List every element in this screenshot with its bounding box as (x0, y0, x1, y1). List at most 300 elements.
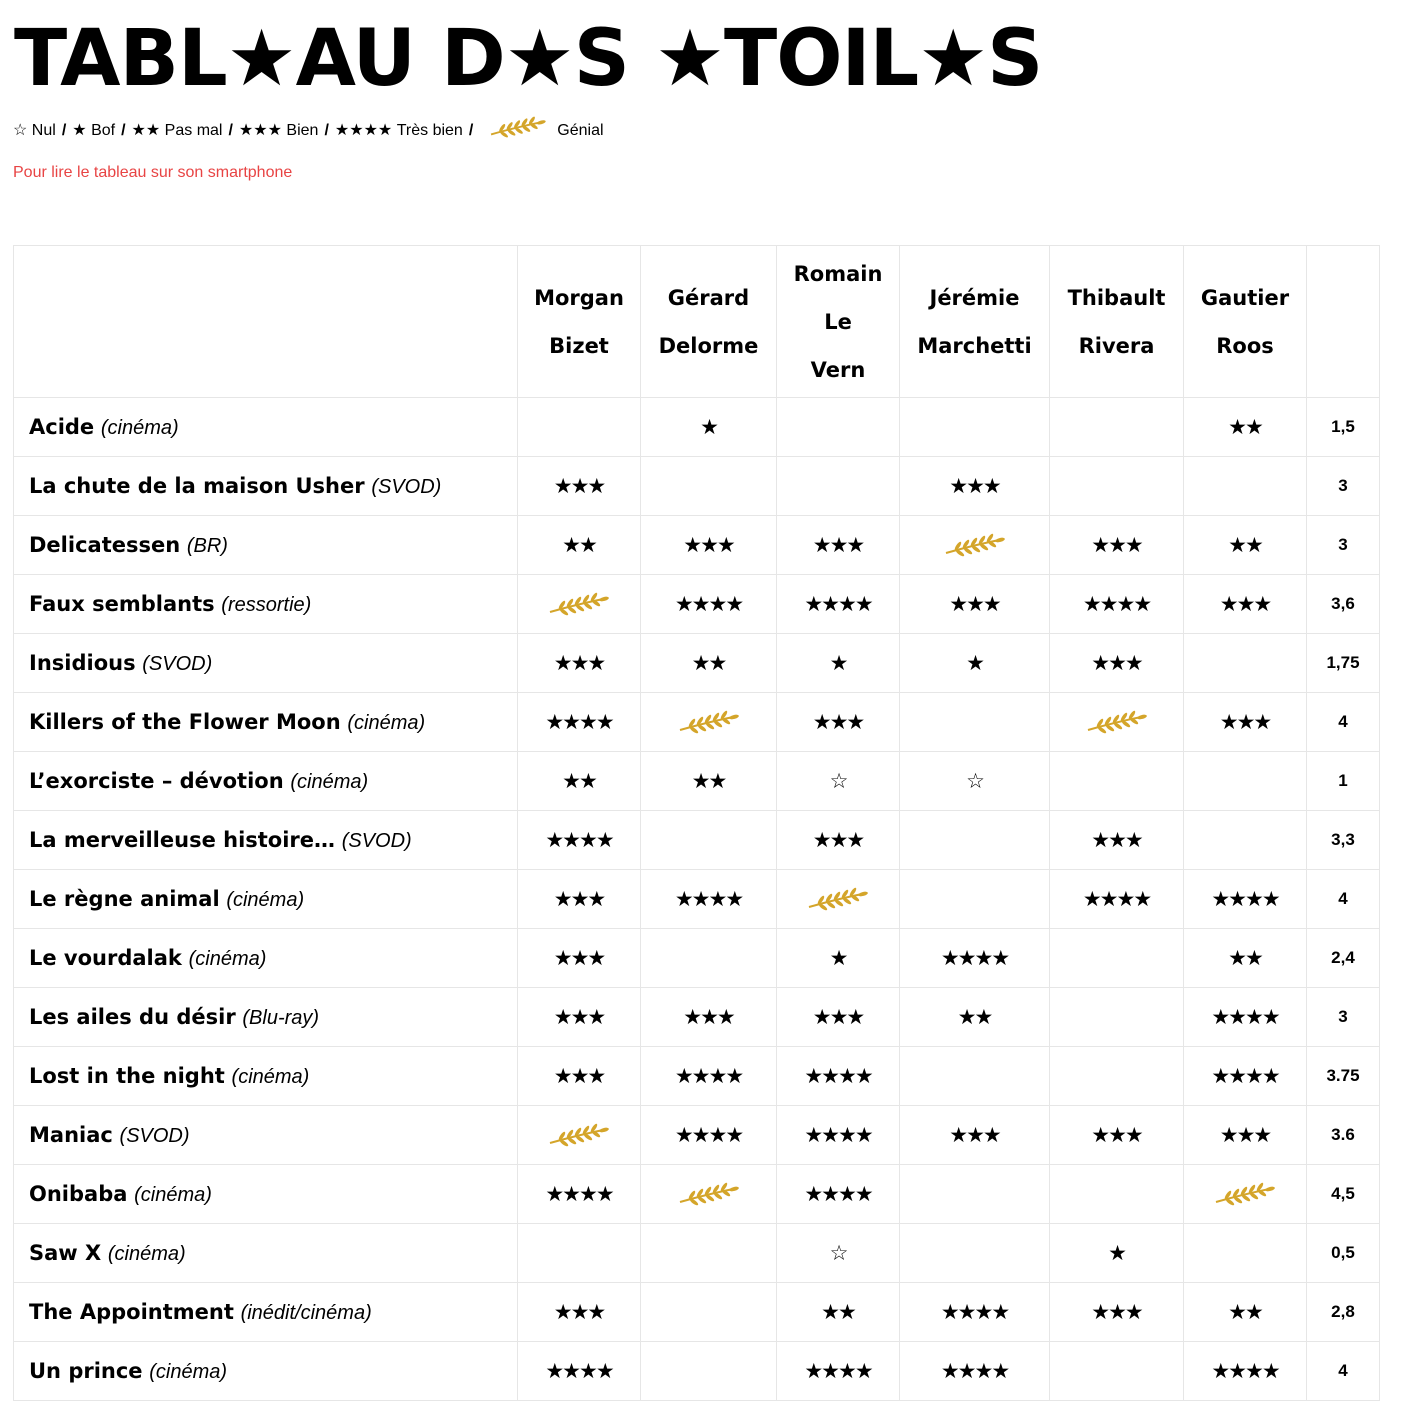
movie-format: (cinéma) (188, 947, 267, 970)
movie-title: Insidious (29, 650, 136, 675)
star-rating: ★★★ (1219, 592, 1271, 616)
table-row (14, 1342, 1380, 1401)
rating-cell (1184, 929, 1307, 988)
table-row (14, 457, 1380, 516)
rating-cell (518, 516, 641, 575)
rating-cell (518, 1224, 641, 1283)
golden-palm-icon (487, 114, 549, 148)
rating-cell (777, 988, 900, 1047)
rating-cell (1184, 693, 1307, 752)
movie-title-cell (14, 1283, 518, 1342)
rating-cell (900, 1342, 1050, 1401)
movie-title: La merveilleuse histoire… (29, 827, 336, 852)
rating-cell (1184, 634, 1307, 693)
movie-title-cell (14, 1106, 518, 1165)
star-rating: ★★ (1228, 946, 1262, 970)
critic-header (900, 246, 1050, 398)
movie-format: (cinéma) (107, 1242, 186, 1265)
table-row (14, 516, 1380, 575)
star-rating: ★★★★ (804, 592, 872, 616)
star-rating: ★★★★ (804, 1182, 872, 1206)
legend-bof-symbol: ★ (72, 122, 87, 139)
average-score: 1,75 (1307, 634, 1380, 693)
average-score: 1,5 (1307, 398, 1380, 457)
star-rating: ★ (829, 651, 847, 675)
legend-bof-label: Bof (91, 122, 116, 139)
movie-format: (inédit/cinéma) (240, 1301, 372, 1324)
movie-title: Faux semblants (29, 591, 215, 616)
legend-nul-symbol: ☆ (13, 122, 28, 139)
rating-cell (1184, 1342, 1307, 1401)
rating-cell (641, 929, 777, 988)
rating-cell (518, 929, 641, 988)
star-rating: ★★★ (553, 887, 605, 911)
critic-first-name: Romain (793, 261, 883, 286)
legend-nul-label: Nul (31, 122, 56, 139)
average-score: 0,5 (1307, 1224, 1380, 1283)
movie-title: Le règne animal (29, 886, 220, 911)
movie-format: (Blu-ray) (242, 1006, 320, 1029)
movie-title: Acide (29, 414, 95, 439)
critic-header (1050, 246, 1184, 398)
table-row (14, 398, 1380, 457)
star-rating: ★★★★ (804, 1123, 872, 1147)
page-title: TABL★AU D★S ★TOIL★S (14, 14, 1043, 104)
rating-cell (641, 1165, 777, 1224)
movie-title: The Appointment (29, 1299, 234, 1324)
golden-palm-icon (678, 709, 740, 733)
star-rating: ★★★ (1091, 1123, 1142, 1147)
rating-cell (1184, 1224, 1307, 1283)
star-rating: ★★★ (1091, 1300, 1142, 1324)
rating-cell (777, 870, 900, 929)
table-row (14, 693, 1380, 752)
star-rating: ★★★★ (940, 1300, 1009, 1324)
star-rating: ★★★ (553, 946, 605, 970)
rating-cell (518, 1165, 641, 1224)
rating-cell (777, 1342, 900, 1401)
movie-title: Le vourdalak (29, 945, 182, 970)
golden-palm-icon (548, 591, 610, 615)
star-rating: ★★★★ (674, 1123, 743, 1147)
movie-title: Delicatessen (29, 532, 181, 557)
rating-cell (518, 1283, 641, 1342)
critic-last-name: Delorme (658, 333, 759, 358)
legend-bien-symbol: ★★★ (238, 122, 282, 139)
table-row (14, 634, 1380, 693)
rating-cell (900, 398, 1050, 457)
header-empty-cell (14, 246, 518, 398)
golden-palm-icon (807, 886, 869, 910)
movie-format: (SVOD) (371, 475, 442, 498)
star-rating: ★★★★ (545, 1359, 613, 1383)
movie-title-cell (14, 1224, 518, 1283)
average-score: 3 (1307, 457, 1380, 516)
rating-cell (518, 988, 641, 1047)
star-rating: ★ (966, 651, 983, 675)
star-rating: ★★★ (553, 474, 605, 498)
rating-cell (1184, 1283, 1307, 1342)
golden-palm-icon (548, 1122, 610, 1146)
rating-cell (518, 1106, 641, 1165)
rating-cell (1184, 811, 1307, 870)
star-rating: ★ (829, 946, 847, 970)
rating-cell (777, 575, 900, 634)
rating-cell (777, 1224, 900, 1283)
legend-genial-label: Génial (557, 122, 604, 139)
rating-cell (641, 398, 777, 457)
rating-legend (13, 114, 604, 148)
rating-cell (777, 634, 900, 693)
rating-cell (518, 811, 641, 870)
critic-last-name: Rivera (1078, 333, 1155, 358)
table-row (14, 929, 1380, 988)
rating-cell (1184, 752, 1307, 811)
legend-bien-label: Bien (286, 122, 319, 139)
rating-cell (1184, 516, 1307, 575)
star-rating: ★★★ (812, 710, 864, 734)
star-rating: ★★★ (949, 1123, 1000, 1147)
rating-cell (777, 1165, 900, 1224)
rating-cell (1050, 693, 1184, 752)
rating-cell (1050, 1047, 1184, 1106)
rating-cell (900, 634, 1050, 693)
rating-cell (641, 1283, 777, 1342)
movie-title: Killers of the Flower Moon (29, 709, 341, 734)
average-score: 2,4 (1307, 929, 1380, 988)
rating-cell (1184, 870, 1307, 929)
critic-first-name: Thibault (1067, 285, 1166, 310)
golden-palm-icon (944, 532, 1006, 556)
table-row (14, 1165, 1380, 1224)
average-score: 1 (1307, 752, 1380, 811)
star-rating: ★★★★ (1211, 1359, 1279, 1383)
movie-title: Lost in the night (29, 1063, 225, 1088)
rating-cell (518, 1342, 641, 1401)
rating-cell (1050, 516, 1184, 575)
critic-last-name: Roos (1216, 333, 1274, 358)
legend-separator: / (324, 122, 329, 139)
movie-title-cell (14, 1047, 518, 1106)
star-rating: ★★★ (949, 592, 1000, 616)
smartphone-link[interactable]: Pour lire le tableau sur son smartphone (13, 164, 293, 181)
rating-cell (641, 1342, 777, 1401)
critic-middle-name: Le (824, 309, 852, 334)
rating-cell (518, 752, 641, 811)
header-average-cell (1307, 246, 1380, 398)
star-rating: ★★★★ (545, 1182, 613, 1206)
rating-cell (641, 1047, 777, 1106)
golden-palm-icon (1086, 709, 1148, 733)
average-score: 4 (1307, 870, 1380, 929)
star-rating: ☆ (966, 769, 983, 793)
rating-cell (1184, 575, 1307, 634)
star-rating: ★★ (691, 769, 726, 793)
legend-separator: / (121, 122, 126, 139)
rating-cell (641, 988, 777, 1047)
star-rating: ★★★ (1091, 651, 1142, 675)
critic-header (641, 246, 777, 398)
star-rating: ★★★ (812, 533, 864, 557)
average-score: 4,5 (1307, 1165, 1380, 1224)
movie-format: (SVOD) (341, 829, 412, 852)
rating-cell (1050, 1342, 1184, 1401)
critic-header (777, 246, 900, 398)
average-score: 3 (1307, 988, 1380, 1047)
star-rating: ★★ (821, 1300, 855, 1324)
table-row (14, 870, 1380, 929)
rating-cell (1184, 457, 1307, 516)
movie-title: La chute de la maison Usher (29, 473, 365, 498)
star-rating: ★★★ (553, 651, 605, 675)
star-rating: ★ (700, 415, 717, 439)
star-rating: ☆ (829, 1241, 847, 1265)
rating-cell (900, 1047, 1050, 1106)
critic-first-name: Morgan (534, 285, 624, 310)
star-rating: ★★★ (553, 1300, 605, 1324)
movie-format: (cinéma) (226, 888, 305, 911)
average-score: 3.75 (1307, 1047, 1380, 1106)
rating-cell (518, 1047, 641, 1106)
rating-cell (1184, 398, 1307, 457)
rating-cell (641, 634, 777, 693)
star-rating: ★★★★ (545, 710, 613, 734)
star-rating: ★★★★ (940, 1359, 1009, 1383)
rating-cell (900, 988, 1050, 1047)
table-row (14, 575, 1380, 634)
rating-cell (1050, 988, 1184, 1047)
movie-format: (SVOD) (119, 1124, 190, 1147)
rating-cell (900, 752, 1050, 811)
rating-cell (777, 516, 900, 575)
rating-cell (777, 693, 900, 752)
rating-cell (777, 1047, 900, 1106)
critic-last-name: Marchetti (917, 333, 1032, 358)
star-rating: ★★ (562, 533, 596, 557)
movie-title-cell (14, 929, 518, 988)
rating-cell (641, 1224, 777, 1283)
legend-pasmal-symbol: ★★ (131, 122, 161, 139)
rating-cell (900, 1106, 1050, 1165)
movie-format: (cinéma) (231, 1065, 310, 1088)
movie-title-cell (14, 811, 518, 870)
average-score: 3 (1307, 516, 1380, 575)
star-rating: ★★★ (683, 533, 734, 557)
legend-separator: / (228, 122, 233, 139)
rating-cell (1050, 1165, 1184, 1224)
rating-cell (777, 811, 900, 870)
movie-title-cell (14, 752, 518, 811)
rating-cell (1050, 575, 1184, 634)
star-rating: ★★★★ (804, 1359, 872, 1383)
star-rating: ★★ (1228, 1300, 1262, 1324)
rating-cell (1184, 1165, 1307, 1224)
movie-title: Onibaba (29, 1181, 128, 1206)
average-score: 2,8 (1307, 1283, 1380, 1342)
rating-cell (900, 457, 1050, 516)
rating-cell (518, 398, 641, 457)
movie-format: (cinéma) (100, 416, 179, 439)
star-rating: ★★★★ (674, 1064, 743, 1088)
golden-palm-icon (1214, 1181, 1276, 1205)
critic-first-name: Gérard (667, 285, 750, 310)
average-score: 4 (1307, 693, 1380, 752)
rating-cell (900, 811, 1050, 870)
star-rating: ★★★★ (804, 1064, 872, 1088)
movie-title: Les ailes du désir (29, 1004, 236, 1029)
rating-cell (518, 870, 641, 929)
rating-cell (1050, 752, 1184, 811)
star-rating: ★★★ (1219, 1123, 1271, 1147)
star-rating: ★★★★ (1082, 887, 1151, 911)
rating-cell (518, 575, 641, 634)
rating-cell (900, 929, 1050, 988)
rating-cell (900, 575, 1050, 634)
average-score: 3,6 (1307, 575, 1380, 634)
star-rating: ★★★ (683, 1005, 734, 1029)
star-rating: ★★★ (1091, 533, 1142, 557)
rating-cell (641, 752, 777, 811)
star-rating: ★★★ (1219, 710, 1271, 734)
ratings-body (14, 398, 1380, 1401)
legend-tresbien-label: Très bien (396, 122, 463, 139)
rating-cell (641, 693, 777, 752)
rating-cell (518, 457, 641, 516)
critic-header (518, 246, 641, 398)
star-rating: ★★ (562, 769, 596, 793)
star-rating: ★★★★ (1082, 592, 1151, 616)
star-rating: ★★★ (553, 1005, 605, 1029)
movie-title: Maniac (29, 1122, 113, 1147)
movie-title-cell (14, 1165, 518, 1224)
star-rating: ★★★★ (545, 828, 613, 852)
movie-title: Saw X (29, 1240, 102, 1265)
movie-format: (cinéma) (290, 770, 369, 793)
rating-cell (777, 398, 900, 457)
movie-title: L’exorciste – dévotion (29, 768, 284, 793)
star-rating: ★★★ (553, 1064, 605, 1088)
star-rating: ★ (1108, 1241, 1125, 1265)
movie-title-cell (14, 398, 518, 457)
table-row (14, 1224, 1380, 1283)
movie-title-cell (14, 988, 518, 1047)
movie-title-cell (14, 693, 518, 752)
rating-cell (1184, 1106, 1307, 1165)
rating-cell (518, 693, 641, 752)
star-rating: ★★★★ (674, 592, 743, 616)
rating-cell (641, 1106, 777, 1165)
table-row (14, 752, 1380, 811)
rating-cell (777, 1106, 900, 1165)
star-rating: ★★★ (812, 828, 864, 852)
movie-format: (cinéma) (149, 1360, 228, 1383)
rating-cell (641, 575, 777, 634)
star-rating: ☆ (829, 769, 847, 793)
critic-first-name: Gautier (1200, 285, 1290, 310)
rating-cell (1050, 1106, 1184, 1165)
critic-last-name: Vern (810, 357, 866, 382)
star-rating: ★★★★ (1211, 887, 1279, 911)
rating-cell (641, 516, 777, 575)
critic-header (1184, 246, 1307, 398)
table-row (14, 1047, 1380, 1106)
movie-format: (cinéma) (134, 1183, 212, 1206)
legend-tresbien-symbol: ★★★★ (334, 122, 393, 139)
rating-cell (900, 1283, 1050, 1342)
rating-cell (1184, 1047, 1307, 1106)
rating-cell (1050, 1283, 1184, 1342)
rating-cell (1050, 398, 1184, 457)
rating-cell (1050, 929, 1184, 988)
rating-cell (518, 634, 641, 693)
movie-title-cell (14, 457, 518, 516)
rating-cell (1050, 1224, 1184, 1283)
header-row (14, 246, 1380, 398)
movie-title-cell (14, 870, 518, 929)
rating-cell (900, 1165, 1050, 1224)
star-rating: ★★★★ (1211, 1005, 1279, 1029)
movie-title-cell (14, 1342, 518, 1401)
critic-first-name: Jérémie (929, 285, 1020, 310)
movie-format: (BR) (186, 534, 228, 557)
rating-cell (1050, 811, 1184, 870)
table-row (14, 1283, 1380, 1342)
star-rating: ★★★ (1091, 828, 1142, 852)
table-row (14, 988, 1380, 1047)
legend-separator: / (468, 122, 474, 139)
golden-palm-icon (678, 1181, 740, 1205)
movie-title-cell (14, 516, 518, 575)
rating-cell (777, 929, 900, 988)
legend-pasmal-label: Pas mal (164, 122, 223, 139)
rating-cell (641, 870, 777, 929)
star-rating: ★★★ (949, 474, 1000, 498)
critic-last-name: Bizet (549, 333, 609, 358)
rating-cell (900, 1224, 1050, 1283)
rating-cell (777, 1283, 900, 1342)
movie-format: (SVOD) (142, 652, 213, 675)
star-rating: ★★ (691, 651, 726, 675)
movie-title-cell (14, 634, 518, 693)
rating-cell (641, 811, 777, 870)
movie-format: (cinéma) (347, 711, 426, 734)
average-score: 3,3 (1307, 811, 1380, 870)
rating-cell (777, 752, 900, 811)
star-rating: ★★★ (812, 1005, 864, 1029)
rating-cell (641, 457, 777, 516)
table-row (14, 1106, 1380, 1165)
rating-cell (1050, 457, 1184, 516)
star-rating: ★★★★ (674, 887, 743, 911)
average-score: 3.6 (1307, 1106, 1380, 1165)
rating-cell (1184, 988, 1307, 1047)
star-rating: ★★★★ (940, 946, 1009, 970)
legend-separator: / (61, 122, 67, 139)
ratings-table (13, 245, 1380, 1401)
average-score: 4 (1307, 1342, 1380, 1401)
rating-cell (900, 516, 1050, 575)
movie-format: (ressortie) (221, 593, 312, 616)
movie-title-cell (14, 575, 518, 634)
rating-cell (1050, 870, 1184, 929)
star-rating: ★★ (957, 1005, 992, 1029)
rating-cell (1050, 634, 1184, 693)
star-rating: ★★★★ (1211, 1064, 1279, 1088)
rating-cell (777, 457, 900, 516)
table-row (14, 811, 1380, 870)
star-rating: ★★ (1228, 533, 1262, 557)
rating-cell (900, 693, 1050, 752)
